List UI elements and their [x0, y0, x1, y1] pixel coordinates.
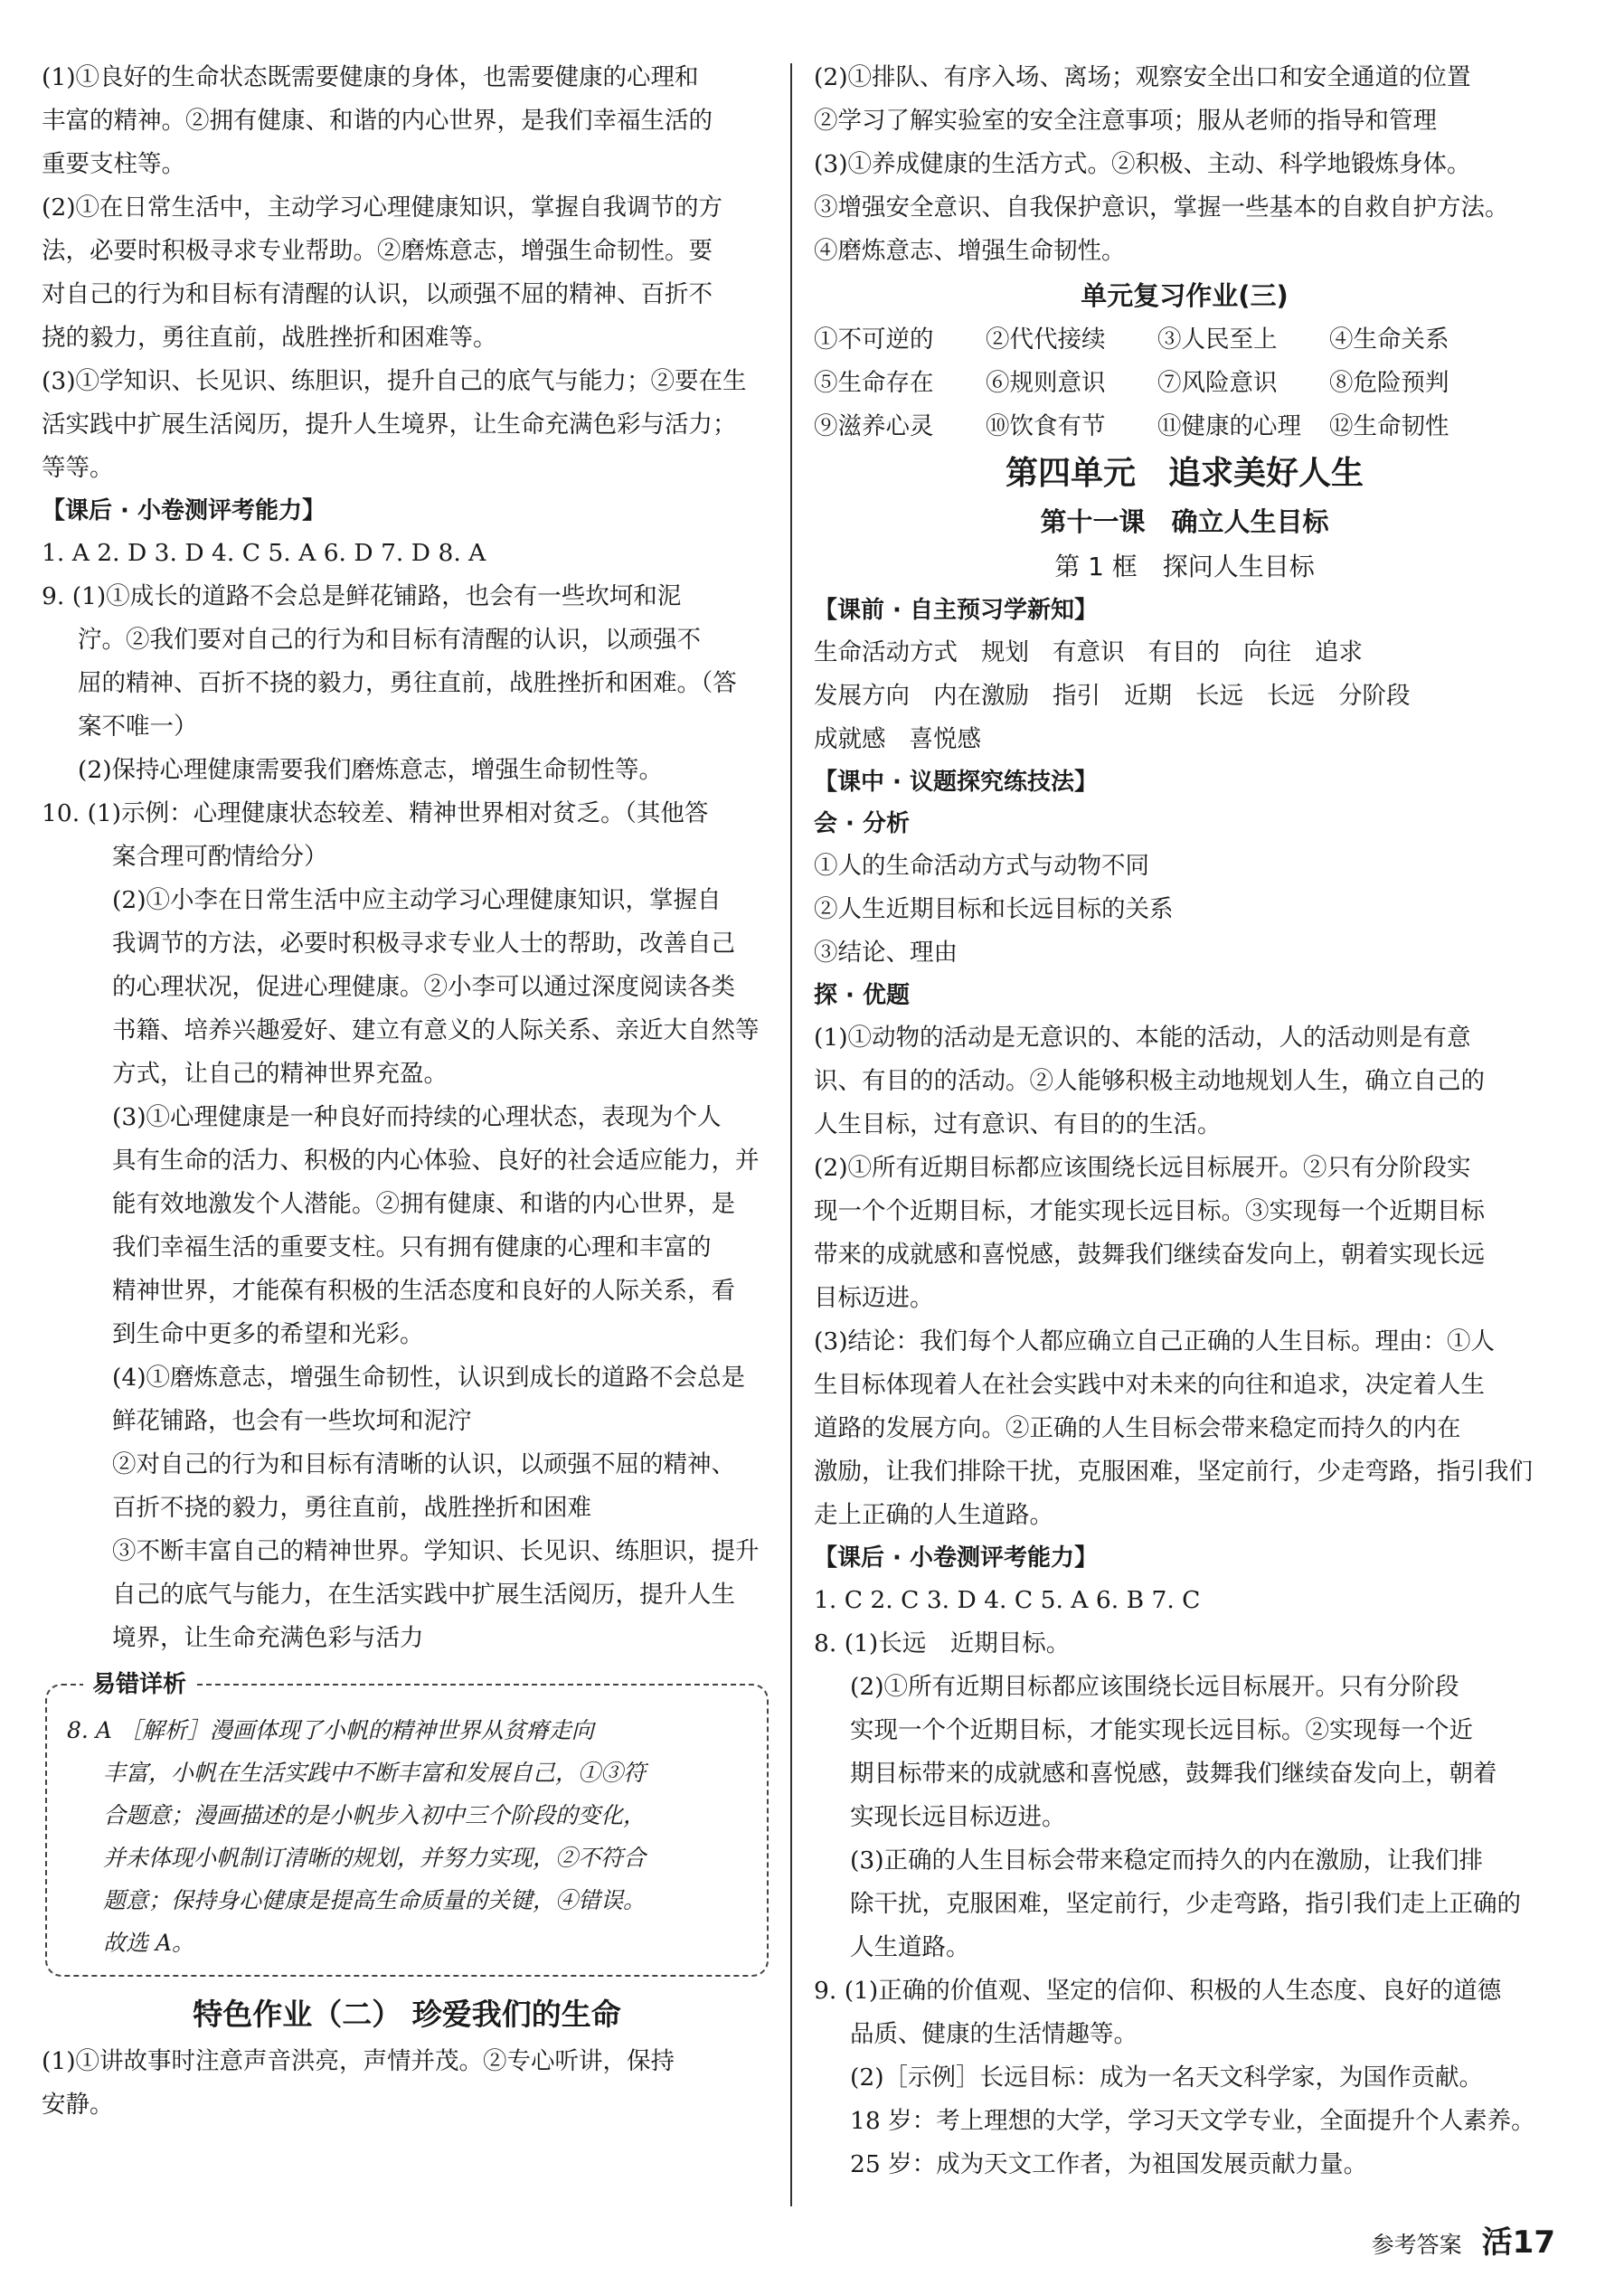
text-line: (2)①在日常生活中，主动学习心理健康知识，掌握自我调节的方 [42, 194, 723, 222]
footer-label: 参考答案 [1371, 2232, 1462, 2258]
text-line: 重要支柱等。 [42, 150, 185, 178]
text-line: 走上正确的人生道路。 [814, 1501, 1053, 1529]
section-heading-after-class: 【课后 · 小卷测评考能力】 [814, 1544, 1098, 1572]
text-line: 能有效地激发个人潜能。②拥有健康、和谐的内心世界，是 [112, 1190, 735, 1218]
text-line: 法，必要时积极寻求专业帮助。②磨炼意志，增强生命韧性。要 [42, 237, 713, 265]
text-line: ③不断丰富自己的精神世界。学知识、长见识、练胆识，提升 [112, 1537, 760, 1565]
text-line: (3)①养成健康的生活方式。②积极、主动、科学地锻炼身体。 [814, 150, 1471, 178]
text-line: 除干扰，克服困难，坚定前行，少走弯路，指引我们走上正确的 [850, 1890, 1521, 1918]
text-line: ①人的生命活动方式与动物不同 [814, 852, 1149, 880]
answer-term: 指引 [1053, 682, 1100, 710]
text-line: (3)①学知识、长见识、练胆识，提升自己的底气与能力；②要在生 [42, 367, 747, 395]
answer-row [814, 318, 1555, 362]
page-number: 活17 [1481, 2224, 1555, 2261]
text-line: 精神世界，才能葆有积极的生活态度和良好的人际关系，看 [112, 1277, 735, 1305]
section-heading-pre-class: 【课前 · 自主预习学新知】 [814, 597, 1098, 624]
text-line: 实现长远目标迈进。 [850, 1803, 1066, 1831]
subheading-analysis: 会 · 分析 [814, 810, 910, 837]
text-line: (2)［示例］长远目标：成为一名天文科学家，为国作贡献。 [850, 2064, 1484, 2092]
unit-review-answers [814, 318, 1555, 449]
text-line: 生目标体现着人在社会实践中对未来的向往和追求，决定着人生 [814, 1371, 1485, 1399]
text-line: 方式，让自己的精神世界充盈。 [112, 1060, 448, 1088]
text-line: 25 岁：成为天文工作者，为祖国发展贡献力量。 [850, 2150, 1368, 2178]
multiple-choice-answers: 1. C 2. C 3. D 4. C 5. A 6. B 7. C [814, 1586, 1201, 1614]
text-line: 到生命中更多的希望和光彩。 [112, 1320, 424, 1348]
text-line: 道路的发展方向。②正确的人生目标会带来稳定而持久的内在 [814, 1414, 1461, 1442]
page-footer [1372, 2217, 1555, 2262]
frame-title: 第 1 框 探问人生目标 [1054, 552, 1315, 581]
text-line: 品质、健康的生活情趣等。 [850, 2020, 1138, 2048]
feature-answers-continued [814, 56, 1555, 273]
text-line: 9. (1)正确的价值观、坚定的信仰、积极的人生态度、良好的道德 [814, 1977, 1502, 2005]
text-line: 挠的毅力，勇往直前，战胜挫折和困难等。 [42, 324, 497, 352]
text-line: 我调节的方法，必要时积极寻求专业人士的帮助，改善自己 [112, 930, 735, 958]
text-line: 识、有目的的活动。②人能够积极主动地规划人生，确立自己的 [814, 1067, 1485, 1095]
text-line: (3)正确的人生目标会带来稳定而持久的内在激励，让我们排 [850, 1846, 1484, 1875]
question-10-answer [42, 792, 772, 1660]
text-line: (1)①讲故事时注意声音洪亮，声情并茂。②专心听讲，保持 [42, 2047, 675, 2075]
answer-row [814, 718, 1555, 761]
text-line: 现一个个近期目标，才能实现长远目标。③实现每一个近期目标 [814, 1197, 1485, 1225]
answer-row [814, 631, 1555, 675]
answer-term: ⑥规则意识 [986, 369, 1106, 397]
inquiry-answers [814, 1016, 1555, 1537]
answer-term: 内在激励 [933, 682, 1029, 710]
text-line: (2)①所有近期目标都应该围绕长远目标展开。只有分阶段 [850, 1673, 1459, 1701]
question-9-answer [814, 1969, 1555, 2186]
text-line: 鲜花铺路，也会有一些坎坷和泥泞 [112, 1407, 472, 1435]
answer-row [814, 362, 1555, 405]
answer-term: ①不可逆的 [814, 326, 934, 354]
answer-term: ⑤生命存在 [814, 369, 934, 397]
text-line: 百折不挠的毅力，勇往直前，战胜挫折和困难 [112, 1494, 591, 1522]
text-line: 对自己的行为和目标有清醒的认识，以顽强不屈的精神、百折不 [42, 280, 713, 308]
text-line: ②学习了解实验室的安全注意事项；服从老师的指导和管理 [814, 107, 1437, 135]
answer-term: ⑧危险预判 [1329, 369, 1449, 397]
answer-term: 追求 [1315, 638, 1363, 666]
text-line: 10. (1)示例：心理健康状态较差、精神世界相对贫乏。（其他答 [42, 799, 709, 827]
section-heading-in-class: 【课中 · 议题探究练技法】 [814, 769, 1098, 796]
question-9-answer [42, 575, 772, 792]
text-line: 案合理可酌情给分） [112, 843, 328, 871]
answer-term: 有意识 [1053, 638, 1125, 666]
text-line: ③结论、理由 [814, 939, 958, 967]
text-line: ④磨炼意志、增强生命韧性。 [814, 237, 1126, 265]
answer-term: 有目的 [1147, 638, 1220, 666]
text-line: 实现一个个近期目标，才能实现长远目标。②实现每一个近 [850, 1716, 1473, 1744]
column-divider [790, 63, 792, 2206]
text-line: ②人生近期目标和长远目标的关系 [814, 895, 1174, 923]
text-line: 8. (1)长远 近期目标。 [814, 1629, 1071, 1657]
text-line: 案不唯一） [78, 713, 198, 741]
text-line: 8. A ［解析］漫画体现了小帆的精神世界从贫瘠走向 [67, 1717, 594, 1743]
answer-term: 发展方向 [814, 682, 910, 710]
answer-term: ④生命关系 [1329, 326, 1449, 354]
answer-term: 规划 [981, 638, 1029, 666]
text-line: 人生目标，过有意识、有目的的生活。 [814, 1110, 1222, 1138]
text-line: 带来的成就感和喜悦感，鼓舞我们继续奋发向上，朝着实现长远 [814, 1241, 1485, 1269]
text-line: 我们幸福生活的重要支柱。只有拥有健康的心理和丰富的 [112, 1233, 712, 1261]
error-analysis-box [45, 1671, 769, 1977]
text-line: (3)结论：我们每个人都应确立自己正确的人生目标。理由：①人 [814, 1327, 1496, 1355]
text-line: 泞。②我们要对自己的行为和目标有清醒的认识，以顽强不 [78, 626, 701, 654]
text-line: 具有生命的活力、积极的内心体验、良好的社会适应能力，并 [112, 1147, 760, 1175]
answer-row [814, 405, 1555, 449]
answer-term: 分阶段 [1338, 682, 1411, 710]
answer-term: 长远 [1267, 682, 1315, 710]
text-line: 的心理状况，促进心理健康。②小李可以通过深度阅读各类 [112, 973, 735, 1001]
unit-4-title: 第四单元 追求美好人生 [1005, 455, 1364, 492]
answer-term: ⑩饮食有节 [986, 412, 1106, 440]
answer-row [814, 675, 1555, 718]
text-line: ③增强安全意识、自我保护意识，掌握一些基本的自救自护方法。 [814, 194, 1509, 222]
text-line: 人生道路。 [850, 1933, 970, 1961]
answer-term: 近期 [1124, 682, 1172, 710]
section-heading-after-class: 【课后 · 小卷测评考能力】 [42, 497, 326, 524]
unit-review-title: 单元复习作业(三) [1081, 280, 1289, 311]
text-line: ②对自己的行为和目标有清晰的认识，以顽强不屈的精神、 [112, 1450, 735, 1478]
text-line: 屈的精神、百折不挠的毅力，勇往直前，战胜挫折和困难。（答 [78, 669, 737, 697]
text-line: 期目标带来的成就感和喜悦感，鼓舞我们继续奋发向上，朝着 [850, 1760, 1497, 1788]
text-line: 自己的底气与能力，在生活实践中扩展生活阅历，提升人生 [112, 1581, 735, 1609]
answer-term: 向往 [1243, 638, 1291, 666]
text-line: (2)保持心理健康需要我们磨炼意志，增强生命韧性等。 [78, 756, 664, 784]
answer-term: ②代代接续 [986, 326, 1106, 354]
answer-block-3 [42, 360, 772, 490]
text-line: (2)①排队、有序入场、离场；观察安全出口和安全通道的位置 [814, 63, 1471, 91]
multiple-choice-answers: 1. A 2. D 3. D 4. C 5. A 6. D 7. D 8. A [42, 539, 486, 567]
lesson-title: 第十一课 确立人生目标 [1040, 506, 1329, 537]
answer-block-2 [42, 186, 772, 360]
text-line: 9. (1)①成长的道路不会总是鲜花铺路，也会有一些坎坷和泥 [42, 582, 682, 610]
text-line: 活实践中扩展生活阅历，提升人生境界，让生命充满色彩与活力； [42, 411, 737, 439]
text-line: (2)①所有近期目标都应该围绕长远目标展开。②只有分阶段实 [814, 1154, 1471, 1182]
answer-term: 成就感 [814, 725, 886, 753]
text-line: 并未体现小帆制订清晰的规划，并努力实现，②不符合 [103, 1845, 647, 1871]
text-line: (1)①动物的活动是无意识的、本能的活动，人的活动则是有意 [814, 1024, 1471, 1052]
text-line: (3)①心理健康是一种良好而持续的心理状态，表现为个人 [112, 1103, 722, 1131]
text-line: (1)①良好的生命状态既需要健康的身体，也需要健康的心理和 [42, 63, 699, 91]
text-line: 故选 A。 [103, 1930, 195, 1956]
question-8-answer [814, 1622, 1555, 1969]
text-line: 合题意；漫画描述的是小帆步入初中三个阶段的变化， [103, 1802, 647, 1828]
answer-term: 生命活动方式 [814, 638, 958, 666]
right-column [814, 56, 1555, 2186]
text-line: 境界，让生命充满色彩与活力 [112, 1624, 424, 1652]
subheading-questions: 探 · 优题 [814, 982, 910, 1009]
feature-homework-title: 特色作业（二） 珍爱我们的生命 [193, 1997, 621, 2032]
text-line: 丰富，小帆在生活实践中不断丰富和发展自己，①③符 [103, 1760, 647, 1786]
answer-term: ⑨滋养心灵 [814, 412, 934, 440]
left-column [42, 56, 772, 2127]
answer-term: ③人民至上 [1157, 326, 1278, 354]
text-line: 等等。 [42, 454, 114, 482]
answer-term: ⑦风险意识 [1157, 369, 1278, 397]
text-line: 18 岁：考上理想的大学，学习天文学专业，全面提升个人素养。 [850, 2107, 1535, 2135]
text-line: 题意；保持身心健康是提高生命质量的关键，④错误。 [103, 1887, 647, 1913]
error-analysis-title: 易错详析 [83, 1666, 195, 1699]
answer-block-1 [42, 56, 772, 186]
text-line: 安静。 [42, 2091, 114, 2119]
answer-term: 长远 [1195, 682, 1243, 710]
text-line: 丰富的精神。②拥有健康、和谐的内心世界，是我们幸福生活的 [42, 107, 713, 135]
text-line: 激励，让我们排除干扰，克服困难，坚定前行，少走弯路，指引我们 [814, 1458, 1533, 1486]
answer-term: ⑫生命韧性 [1329, 412, 1449, 440]
text-line: 目标迈进。 [814, 1284, 934, 1312]
text-line: 书籍、培养兴趣爱好、建立有意义的人际关系、亲近大自然等 [112, 1016, 760, 1044]
text-line: (2)①小李在日常生活中应主动学习心理健康知识，掌握自 [112, 886, 722, 914]
answer-term: 喜悦感 [909, 725, 981, 753]
text-line: (4)①磨炼意志，增强生命韧性，认识到成长的道路不会总是 [112, 1364, 746, 1392]
answer-term: ⑪健康的心理 [1157, 412, 1301, 440]
